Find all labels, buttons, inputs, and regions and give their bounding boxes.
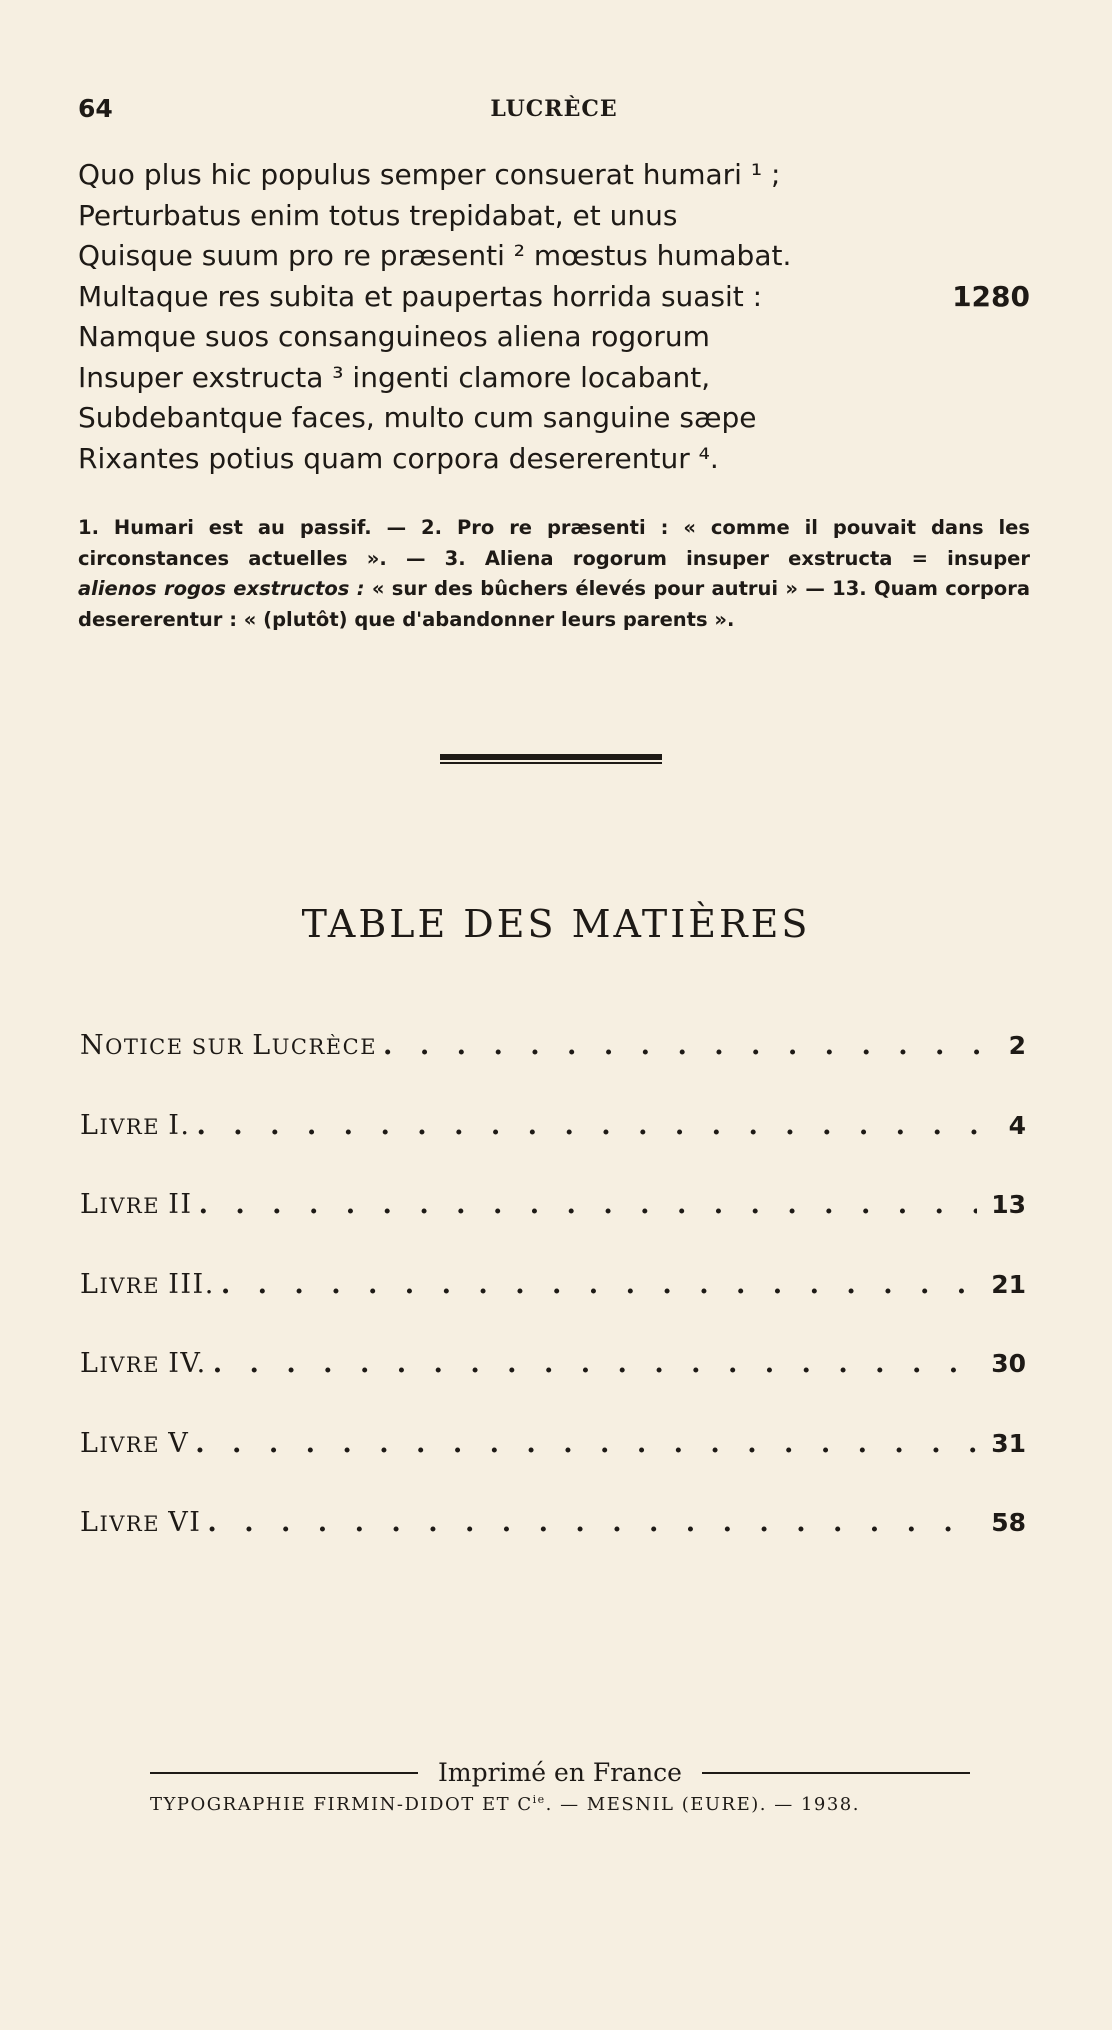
colophon: TYPOGRAPHIE FIRMIN-DIDOT ET $C^{ie}$. — MESNIL (EURE). — 1938. bbox=[150, 1793, 860, 1815]
imprint-rule-left bbox=[150, 1772, 418, 1774]
footnote-line: circonstances actuelles ». — 3. Aliena rogorum insuper exstructa = insuper bbox=[78, 546, 1030, 570]
imprint-line bbox=[150, 1758, 970, 1787]
verse-text: Multaque res subita et paupertas horrida suasit : bbox=[78, 279, 763, 313]
verse-text: Subdebantque faces, multo cum sanguine sæpe bbox=[78, 401, 757, 434]
verse-line bbox=[78, 155, 1030, 196]
verse-text: Insuper exstructa ³ ingenti clamore locabant, bbox=[78, 360, 711, 394]
page-header bbox=[78, 94, 1030, 130]
verse-line bbox=[78, 398, 1030, 439]
footnotes bbox=[78, 513, 1030, 635]
toc-page-number: 31 bbox=[991, 1428, 1026, 1458]
verse-line bbox=[78, 236, 1030, 277]
footnote-italic: alienos rogos exstructos : bbox=[78, 577, 365, 600]
dot-leader bbox=[221, 1269, 977, 1300]
footnote-line: 1. Humari est au passif. — 2. Pro re præsenti : « comme il pouvait dans les bbox=[78, 516, 1030, 539]
imprint-rule-right bbox=[702, 1772, 970, 1774]
toc-title: TABLE DES MATIÈRES bbox=[301, 902, 811, 946]
toc-entry-livre-2[interactable] bbox=[80, 1189, 1026, 1269]
dot-leader bbox=[196, 1110, 994, 1141]
dot-leader bbox=[199, 1189, 978, 1220]
toc-entry-label: LIVRE I. bbox=[80, 1109, 191, 1141]
imprint bbox=[150, 1758, 970, 1815]
toc-entry-livre-5[interactable] bbox=[80, 1428, 1026, 1508]
verse-line bbox=[78, 196, 1030, 237]
verse-text: Rixantes potius quam corpora desererentur ⁴. bbox=[78, 441, 719, 475]
verse-line bbox=[78, 358, 1030, 399]
verse-text: Quo plus hic populus semper consuerat humari ¹ ; bbox=[78, 158, 781, 191]
table-of-contents bbox=[80, 1030, 1026, 1587]
verse-line bbox=[78, 277, 1030, 318]
toc-entry-label: NOTICE SUR LUCRÈCE bbox=[80, 1030, 378, 1061]
toc-entry-notice[interactable] bbox=[80, 1030, 1026, 1110]
latin-verses bbox=[78, 155, 1030, 479]
footnote-line bbox=[78, 574, 1030, 605]
page-number: 64 bbox=[78, 94, 113, 123]
dot-leader bbox=[207, 1507, 977, 1538]
running-head: LUCRÈCE bbox=[490, 96, 618, 122]
verse-line bbox=[78, 439, 1030, 480]
toc-entry-label: LIVRE III. bbox=[80, 1268, 215, 1300]
footnote-line: desererentur : « (plutôt) que d'abandonner leurs parents ». bbox=[78, 607, 735, 631]
toc-page-number: 21 bbox=[991, 1269, 1026, 1299]
toc-entry-label: LIVRE VI bbox=[80, 1507, 202, 1538]
toc-entry-livre-4[interactable] bbox=[80, 1348, 1026, 1428]
dot-leader bbox=[195, 1428, 977, 1459]
toc-page-number: 13 bbox=[991, 1190, 1026, 1219]
footnote-text: « sur des bûchers élevés pour autrui » — 13. Quam corpora bbox=[364, 577, 1030, 600]
toc-page-number: 30 bbox=[991, 1349, 1026, 1378]
verse-text: Perturbatus enim totus trepidabat, et unus bbox=[78, 198, 678, 232]
verse-line bbox=[78, 317, 1030, 358]
dot-leader bbox=[383, 1030, 995, 1061]
toc-entry-livre-6[interactable] bbox=[80, 1507, 1026, 1587]
toc-page-number: 4 bbox=[1008, 1110, 1026, 1140]
verse-text: Quisque suum pro re præsenti ² mœstus humabat. bbox=[78, 239, 792, 272]
dot-leader bbox=[213, 1348, 977, 1379]
toc-page-number: 58 bbox=[991, 1508, 1026, 1537]
toc-entry-label: LIVRE II bbox=[80, 1189, 193, 1220]
toc-entry-label: LIVRE IV. bbox=[80, 1348, 207, 1379]
section-divider bbox=[440, 754, 662, 764]
toc-entry-label: LIVRE V bbox=[80, 1427, 190, 1459]
verse-text: Namque suos consanguineos aliena rogorum bbox=[78, 320, 710, 353]
toc-entry-livre-3[interactable] bbox=[80, 1269, 1026, 1349]
line-number: 1280 bbox=[952, 279, 1030, 313]
toc-page-number: 2 bbox=[1008, 1031, 1026, 1060]
toc-entry-livre-1[interactable] bbox=[80, 1110, 1026, 1190]
printed-in-france: Imprimé en France bbox=[438, 1758, 682, 1787]
